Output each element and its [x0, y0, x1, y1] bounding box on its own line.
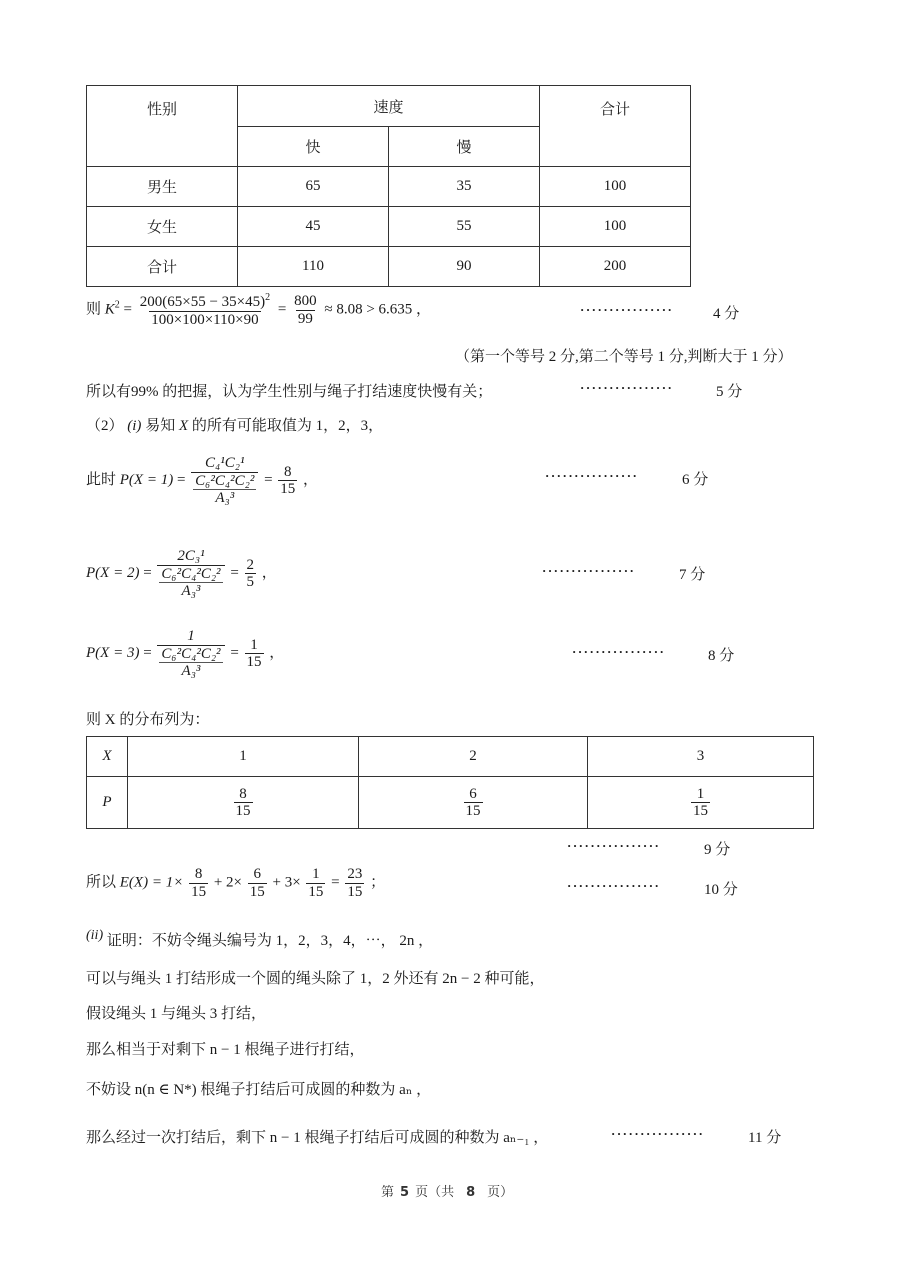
score-dots: ················ [572, 644, 666, 659]
result-den: 15 [280, 481, 296, 498]
term-den: 15 [191, 883, 207, 900]
exp-prefix: 所以 [86, 874, 117, 891]
table-row [87, 737, 814, 777]
score-5: 5 分 [716, 384, 743, 400]
prob-x3: P(X = 3) = 1 C₆²C₄²C₂² A₃³ = $\frac{1}{15}$ ， [86, 628, 285, 679]
p-value [128, 777, 359, 829]
row-label: 合计 [87, 247, 238, 287]
proof-line-1 [86, 928, 433, 950]
prob-numerator: 2C₃¹ [177, 548, 205, 564]
cell-slow: 35 [389, 167, 540, 207]
page-total: 8 [466, 1185, 476, 1200]
k2-simplified-num: 800 [294, 293, 317, 309]
intro-text-b: 的所有可能取值为 1，2，3， [191, 418, 384, 434]
score-7: 7 分 [679, 567, 706, 583]
proof-line-6: 那么经过一次打结后，剩下 n − 1 根绳子打结后可成圆的种数为 aₙ₋₁ ， [86, 1130, 549, 1146]
row-label-p: P [87, 777, 128, 829]
score-4: 4 分 [713, 306, 740, 322]
prob-numerator: 1 [187, 628, 195, 644]
prob-fraction [157, 548, 224, 600]
exp-term [248, 866, 267, 900]
row-label: 女生 [87, 207, 238, 247]
term-num: 1 [312, 866, 320, 882]
k2-simplified [292, 293, 319, 327]
score-dots: ················ [545, 468, 639, 483]
exp-term [306, 866, 325, 900]
p-den: 15 [693, 803, 708, 819]
score-dots: ················ [567, 878, 661, 893]
result-num: 1 [250, 636, 258, 653]
result-num: 8 [284, 463, 292, 480]
prob-den-inner: C₆²C₄²C₂² [161, 565, 221, 582]
k2-symbol: K [104, 301, 115, 318]
exp-lhs: E(X) = 1× [119, 874, 184, 891]
page-number: 5 [400, 1185, 410, 1200]
footer-suffix: 页） [487, 1185, 514, 1200]
exp-op: + 2× [213, 874, 242, 891]
term-den: 15 [308, 883, 324, 900]
x-value: 1 [128, 737, 359, 777]
k2-fraction: $\frac{200(65\times 55 - 35\times 45)^2}{100\times 100\times 110\times 90}$ [139, 292, 271, 328]
proof-line-3: 假设绳头 1 与绳头 3 打结， [86, 1006, 267, 1022]
prob-x2: P(X = 2) = 2C₃¹ C₆²C₄²C₂² A₃³ = $\frac{2}{5}$ ， [86, 548, 277, 599]
prob-den-bottom: A₃³ [181, 583, 201, 599]
prob-den-bottom: A₃³ [181, 663, 201, 679]
footer-prefix: 第 [381, 1185, 395, 1200]
p-value [588, 777, 814, 829]
term-num: 6 [253, 866, 261, 882]
row-label: 男生 [87, 167, 238, 207]
part-label: （2） [86, 418, 124, 434]
table-row [87, 207, 691, 247]
exp-term [189, 866, 208, 900]
k2-formula: 则 $K^2$ = $\frac{200(65\times 55 - 35\times 45)^2}{100\times 100\times 110\times 90}$ = $\frac{800}{99}$ ≈ 8.08 > 6.635 ， [86, 292, 432, 328]
table-row [87, 167, 691, 207]
cell-slow: 90 [389, 247, 540, 287]
score-8: 8 分 [708, 648, 735, 664]
proof-text: 证明：不妨令绳头编号为 1，2，3，4，⋯， 2n ， [106, 933, 434, 949]
p-num: 1 [696, 785, 705, 802]
distribution-table [86, 736, 814, 829]
contingency-table [86, 85, 691, 287]
result-den: 15 [246, 654, 262, 671]
k2-numerator: 200(65×55 − 35×45) [139, 294, 266, 310]
term-num: 8 [194, 866, 203, 882]
scoring-note: （第一个等号 2 分,第二个等号 1 分,判断大于 1 分） [455, 349, 793, 365]
subpart-ii-label: (ii) [86, 928, 104, 943]
cell-fast: 65 [238, 167, 389, 207]
x-value: 3 [588, 737, 814, 777]
exp-result [345, 866, 364, 900]
score-9: 9 分 [704, 842, 731, 858]
table-row [87, 777, 814, 829]
prob-lhs: P(X = 1) [119, 472, 174, 489]
proof-line-5: 不妨设 n(n ∈ N*) 根绳子打结后可成圆的种数为 aₙ ， [86, 1082, 432, 1098]
score-dots: ················ [542, 563, 636, 578]
exp-eq: = [331, 874, 340, 891]
p-num: 6 [469, 785, 477, 802]
prob-den-bottom: A₃³ [215, 490, 235, 506]
score-6: 6 分 [682, 472, 709, 488]
prob-numerator: C₄¹C₂¹ [205, 455, 245, 471]
x-value: 2 [359, 737, 588, 777]
prob-result [245, 637, 264, 671]
prob-fraction [191, 455, 258, 507]
header-slow: 慢 [389, 127, 540, 167]
k2-simplified-den: 99 [297, 310, 313, 327]
score-dots: ················ [611, 1126, 705, 1141]
score-dots: ················ [567, 838, 661, 853]
score-11: 11 分 [748, 1130, 782, 1146]
cell-total: 100 [540, 167, 691, 207]
p-value [359, 777, 588, 829]
p-den: 15 [235, 803, 251, 819]
k2-tail: ≈ 8.08 > 6.635 ， [324, 301, 432, 318]
exp-tail: ； [370, 874, 386, 891]
cell-total: 200 [540, 247, 691, 287]
subpart-label: (i) [127, 418, 142, 434]
conclusion-text: 所以有99% 的把握，认为学生性别与绳子打结速度快慢有关； [86, 384, 493, 400]
expectation-formula [86, 866, 385, 900]
k2-prefix: 则 [86, 301, 102, 318]
intro-text-a: 易知 [145, 418, 176, 434]
result-den: 5 [246, 574, 255, 591]
header-total: 合计 [540, 86, 691, 167]
prob-den-inner: C₆²C₄²C₂² [195, 472, 255, 489]
var-x: X [178, 418, 189, 434]
result-num: 2 [246, 556, 255, 573]
score-10: 10 分 [704, 882, 738, 898]
prob-prefix: 此时 [86, 472, 117, 489]
row-label-x: X [87, 737, 128, 777]
term-num: 23 [347, 866, 363, 882]
p-den: 15 [465, 803, 481, 819]
p-num: 8 [239, 785, 247, 802]
cell-fast: 110 [238, 247, 389, 287]
part2-intro [86, 414, 383, 435]
cell-fast: 45 [238, 207, 389, 247]
k2-denominator: 100×100×110×90 [151, 311, 259, 328]
cell-slow: 55 [389, 207, 540, 247]
prob-den-inner: C₆²C₄²C₂² [161, 645, 221, 662]
header-gender: 性别 [87, 86, 238, 167]
score-dots: ················ [580, 302, 674, 317]
header-speed: 速度 [238, 86, 540, 127]
prob-fraction [157, 628, 224, 680]
prob-result [278, 464, 297, 498]
prob-x1: 此时 P(X = 1) = C₄¹C₂¹ C₆²C₄²C₂² A₃³ = $\frac{8}{15}$ ， [86, 455, 319, 506]
score-dots: ················ [580, 380, 674, 395]
page-footer [381, 1181, 513, 1200]
proof-line-2: 可以与绳头 1 打结形成一个圆的绳头除了 1，2 外还有 2n − 2 种可能， [86, 971, 545, 987]
prob-lhs: P(X = 3) [86, 645, 140, 662]
prob-lhs: P(X = 2) [86, 565, 140, 582]
footer-mid: 页（共 [415, 1185, 455, 1200]
distribution-intro: 则 X 的分布列为： [86, 712, 210, 728]
prob-result [245, 557, 257, 591]
term-den: 15 [249, 883, 265, 900]
table-row [87, 247, 691, 287]
proof-line-4: 那么相当于对剩下 n − 1 根绳子进行打结， [86, 1042, 365, 1058]
exp-op: + 3× [272, 874, 301, 891]
cell-total: 100 [540, 207, 691, 247]
term-den: 15 [347, 883, 363, 900]
header-fast: 快 [238, 127, 389, 167]
